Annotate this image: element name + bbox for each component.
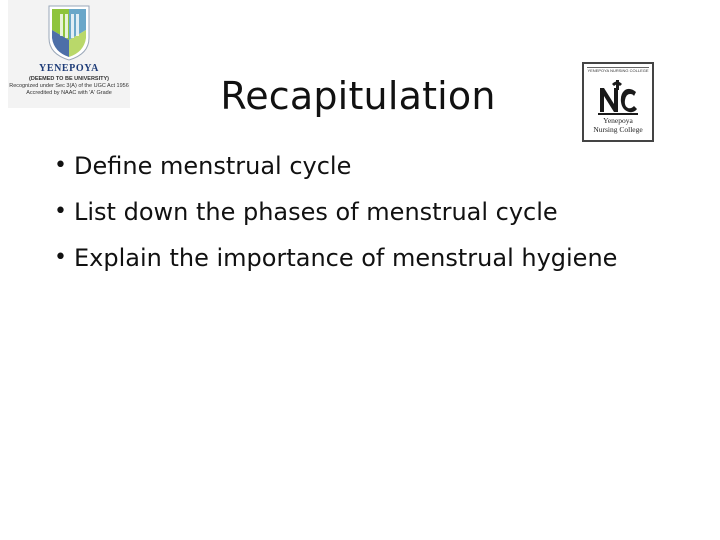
list-item	[54, 235, 617, 281]
list-item	[54, 143, 617, 189]
bullet-marker: •	[54, 245, 67, 270]
nursing-college-top-text: YENEPOYA NURSING COLLEGE	[587, 68, 649, 73]
university-name: YENEPOYA	[39, 63, 99, 74]
bullet-marker: •	[54, 199, 67, 224]
university-accreditation: Accredited by NAAC with 'A' Grade	[26, 90, 112, 96]
bullet-marker: •	[54, 153, 67, 178]
bullet-list	[54, 143, 617, 281]
yenepoya-shield-icon	[8, 0, 130, 64]
list-item-text: Define menstrual cycle	[74, 152, 352, 180]
nursing-college-name-line2: Nursing College	[593, 125, 643, 134]
list-item-text: Explain the importance of menstrual hygiene	[74, 244, 618, 272]
university-status: (DEEMED TO BE UNIVERSITY)	[29, 76, 109, 82]
nursing-college-name-line1: Yenepoya	[603, 116, 633, 125]
slide-title-text: Recapitulation	[220, 74, 496, 118]
list-item	[54, 189, 617, 235]
university-recognition: Recognized under Sec 3(A) of the UGC Act 1956	[9, 83, 129, 89]
list-item-text: List down the phases of menstrual cycle	[74, 198, 558, 226]
slide-title	[0, 72, 720, 120]
